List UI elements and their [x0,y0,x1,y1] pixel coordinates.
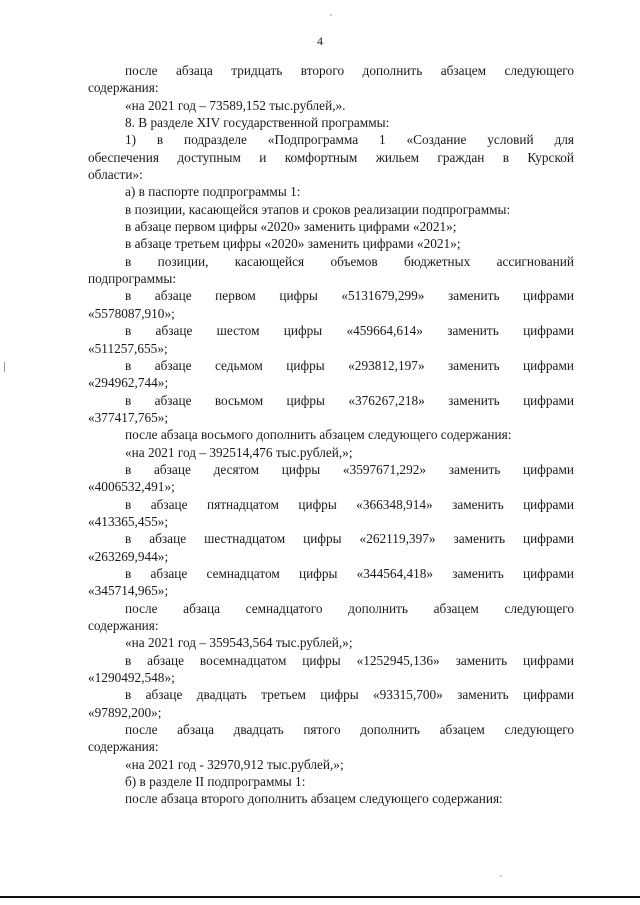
text-line: подпрограммы: [88,271,177,287]
text-line: в позиции, касающейся этапов и сроков реализации подпрограммы: [125,201,511,217]
text-line: после абзаца двадцать пятого дополнить абзацем следующего [125,722,574,738]
text-line: «4006532,491»; [88,479,175,495]
text-line: «263269,944»; [88,548,169,564]
text-line: в абзаце семнадцатом цифры «344564,418» заменить цифрами [125,565,574,581]
text-line: области»: [88,167,143,183]
text-line: «345714,965»; [88,583,169,599]
text-line: в абзаце шестом цифры «459664,614» заменить цифрами [125,323,574,339]
text-line: в абзаце восемнадцатом цифры «1252945,136» заменить цифрами [125,652,574,668]
text-line: «413365,455»; [88,513,169,529]
text-line: «5578087,910»; [88,305,175,321]
text-line: содержания: [88,80,159,96]
text-line: «97892,200»; [88,704,162,720]
text-line: в абзаце восьмом цифры «376267,218» заменить цифрами [125,392,574,408]
text-line: «на 2021 год – 359543,564 тыс.рублей,»; [125,635,353,651]
scan-speck [330,14,332,16]
text-line: после абзаца тридцать второго дополнить абзацем следующего [125,63,574,78]
text-line: содержания: [88,618,159,633]
text-line: а) в паспорте подпрограммы 1: [125,184,301,200]
page-bottom-rule [0,896,640,898]
text-line: 8. В разделе XIV государственной программы: [125,115,390,131]
text-line: в абзаце десятом цифры «3597671,292» заменить цифрами [125,461,574,477]
document-body [88,62,574,808]
text-line: в абзаце пятнадцатом цифры «366348,914» заменить цифрами [125,496,574,512]
text-line: «294962,744»; [88,375,169,391]
text-line: в абзаце третьем цифры «2020» заменить цифрами «2021»; [125,236,461,252]
text-line: в абзаце первом цифры «5131679,299» заменить цифрами [125,288,574,304]
text-line: обеспечения доступным и комфортным жильем граждан в Курской [88,149,574,165]
text-line: «на 2021 год – 392514,476 тыс.рублей,»; [125,444,353,460]
text-line: «377417,765»; [88,409,169,425]
text-line: в позиции, касающейся объемов бюджетных ассигнований [125,253,574,269]
scan-speck [500,875,502,877]
scan-edge-mark [4,362,5,372]
text-line: «на 2021 год - 32970,912 тыс.рублей,»; [125,756,344,772]
text-line: в абзаце первом цифры «2020» заменить цифрами «2021»; [125,219,457,235]
text-line: после абзаца второго дополнить абзацем следующего содержания: [125,791,503,807]
text-line: 1) в подразделе «Подпрограмма 1 «Создание условий для [125,132,574,148]
text-line: «1290492,548»; [88,670,175,686]
text-line: содержания: [88,739,159,755]
page-number: 4 [317,34,323,48]
text-line: в абзаце шестнадцатом цифры «262119,397» заменить цифрами [125,531,574,547]
text-line: после абзаца семнадцатого дополнить абзацем следующего [125,600,574,616]
text-line: «на 2021 год – 73589,152 тыс.рублей,». [125,97,346,113]
text-line: после абзаца восьмого дополнить абзацем следующего содержания: [125,427,512,443]
text-line: в абзаце седьмом цифры «293812,197» заменить цифрами [125,357,574,373]
text-line: в абзаце двадцать третьем цифры «93315,700» заменить цифрами [125,687,574,703]
text-line: б) в разделе II подпрограммы 1: [125,774,306,790]
text-line: «511257,655»; [88,340,168,356]
